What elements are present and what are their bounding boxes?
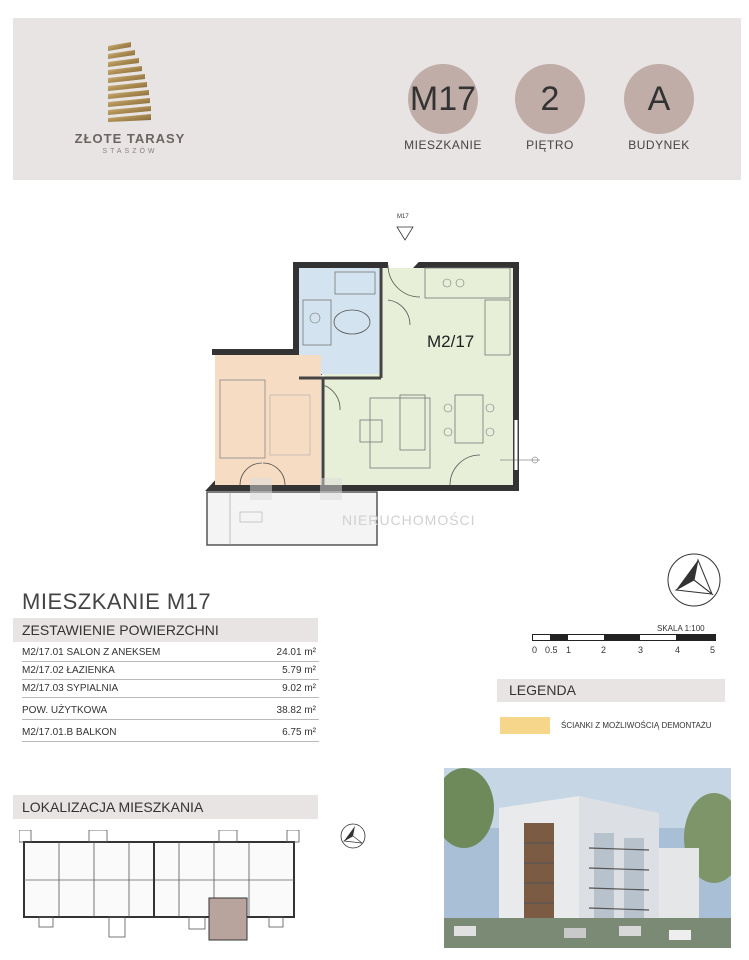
usable-area-label: POW. UŻYTKOWA [22,705,108,716]
building-badge [624,64,694,134]
balcony-area: 6.75 m² [282,727,316,738]
legend-item-label: ŚCIANKI Z MOŻLIWOŚCIĄ DEMONTAŻU [561,721,712,730]
apartment-badge-label: MIESZKANIE [404,138,482,152]
building-badge-label: BUDYNEK [628,138,690,152]
table-row [22,680,319,698]
legend-title: LEGENDA [509,682,576,698]
scale-tick: 0.5 [545,645,558,655]
scale-tick: 1 [566,645,572,655]
scale-tick: 4 [675,645,681,655]
balcony-label: M2/17.01.B BALKON [22,727,117,738]
legend-swatch [500,717,550,734]
usable-area-value: 38.82 m² [276,705,316,716]
watermark-text: NIERUCHOMOŚCI [342,512,476,528]
location-header-bar [13,795,318,819]
brand-name: ZŁOTE TARASY [74,131,186,146]
scale-tick: 5 [710,645,716,655]
brand-location: STASZÓW [102,148,158,155]
room-area: 9.02 m² [282,683,316,694]
floor-number: 2 [540,79,560,118]
room-name: M2/17.03 SYPIALNIA [22,683,119,694]
floor-plan [200,220,560,550]
bedroom [215,355,321,485]
location-title: LOKALIZACJA MIESZKANIA [22,799,204,815]
room-name: M2/17.02 ŁAZIENKA [22,665,115,676]
compass-small-icon [339,822,367,850]
table-header-bar [13,618,318,642]
apartment-title: MIESZKANIE M17 [22,589,212,614]
room-name: M2/17.01 SALON Z ANEKSEM [22,647,161,658]
building-photo [444,768,731,948]
entrance-label: M17 [397,214,409,220]
compass-icon [666,552,722,608]
table-row [22,662,319,680]
floor-badge [515,64,585,134]
location-plan [19,830,302,942]
floor-badge-label: PIĘTRO [526,138,574,152]
apartment-highlight [209,898,247,940]
scale-tick: 3 [638,645,644,655]
apartment-number: M17 [409,79,477,118]
room-area: 5.79 m² [282,665,316,676]
table-title: ZESTAWIENIE POWIERZCHNI [22,622,219,638]
scale-label: SKALA 1:100 [657,624,705,633]
scale-tick: 0 [532,645,538,655]
scale-bar [532,634,716,644]
room-area: 24.01 m² [276,647,316,658]
balcony-row [22,724,319,742]
legend-header-bar [497,679,725,702]
logo-icon [105,40,151,122]
unit-label: M2/17 [427,332,475,351]
building-letter: A [647,79,671,118]
table-row [22,644,319,662]
entrance-marker [397,227,413,240]
scale-tick: 2 [601,645,607,655]
usable-area-row [22,702,319,720]
apartment-badge [408,64,478,134]
